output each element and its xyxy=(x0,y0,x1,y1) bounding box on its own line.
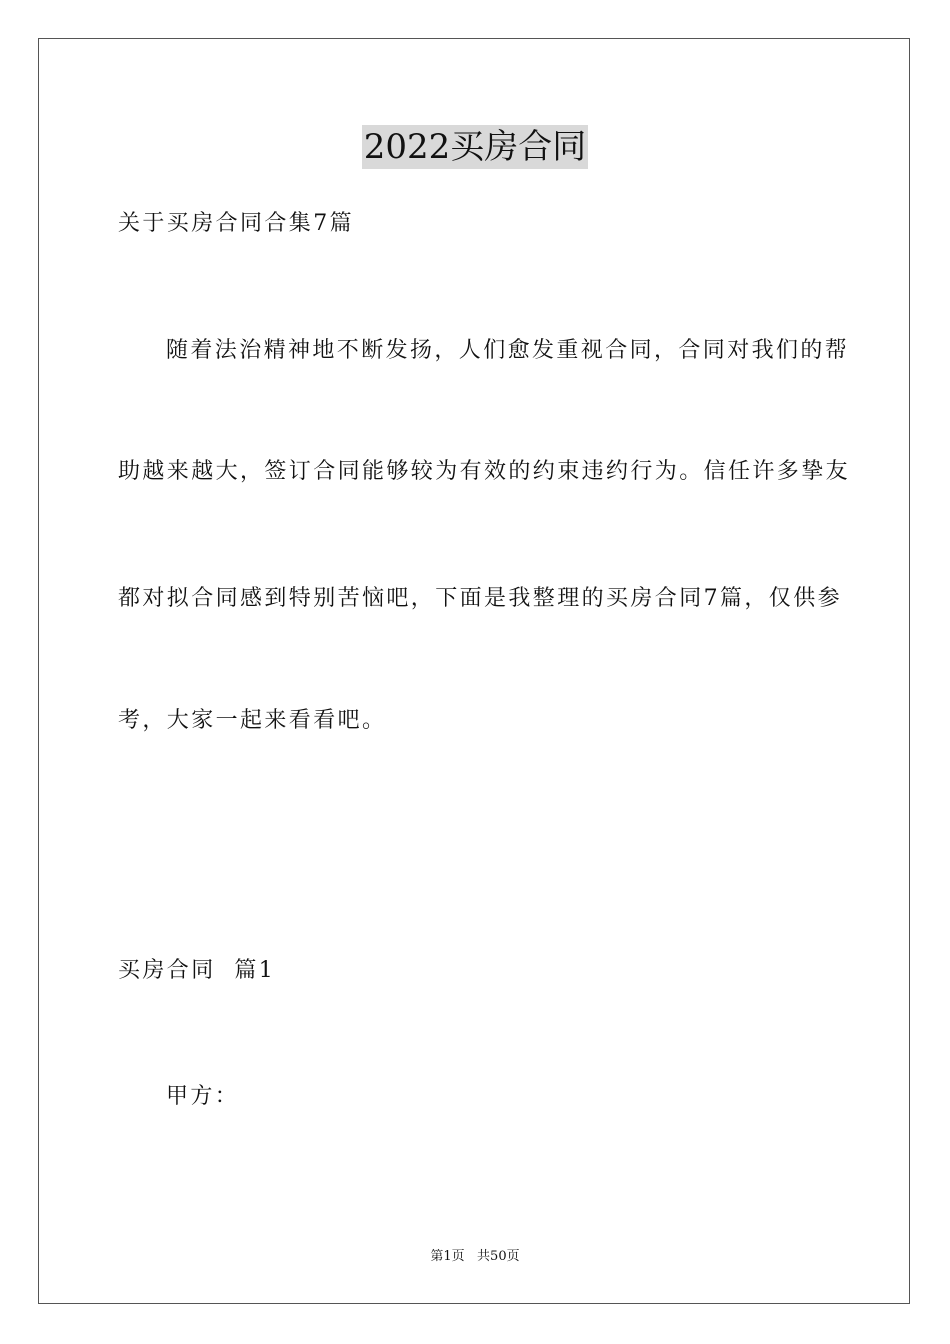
intro-line-3: 都对拟合同感到特别苦恼吧，下面是我整理的买房合同7篇，仅供参 xyxy=(118,586,842,611)
page-number-footer: 第1页 共50页 xyxy=(430,1249,520,1264)
title-container xyxy=(0,125,950,169)
intro-line-4: 考，大家一起来看看吧。 xyxy=(118,708,387,733)
party-a-label: 甲方： xyxy=(166,1084,240,1109)
section-heading: 买房合同 篇1 xyxy=(118,958,276,983)
intro-line-2: 助越来越大，签订合同能够较为有效的约束违约行为。信任许多挚友 xyxy=(118,459,851,484)
document-title: 2022买房合同 xyxy=(363,127,587,167)
document-subtitle: 关于买房合同合集7篇 xyxy=(118,211,354,236)
intro-line-1: 随着法治精神地不断发扬，人们愈发重视合同，合同对我们的帮 xyxy=(166,338,850,363)
